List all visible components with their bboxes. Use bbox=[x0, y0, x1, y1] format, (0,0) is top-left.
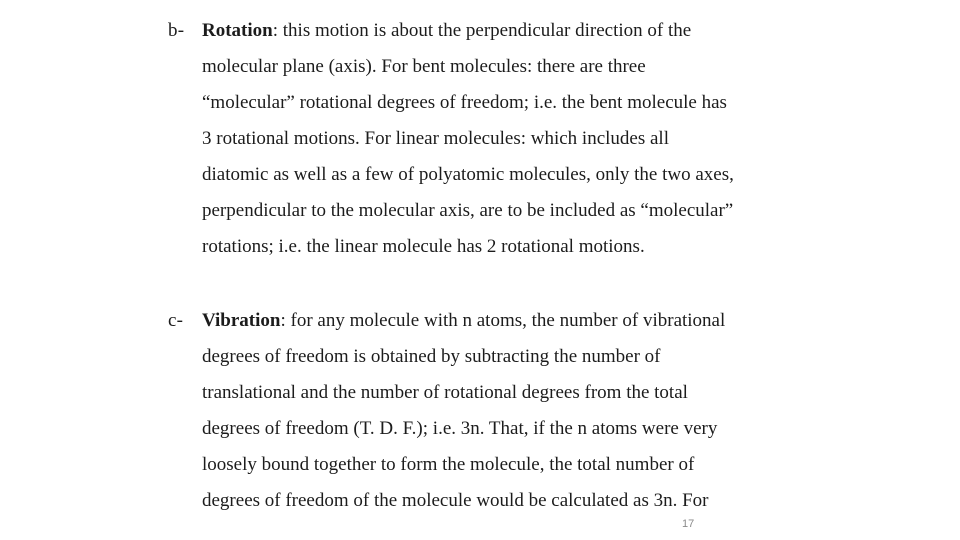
text-line: rotations; i.e. the linear molecule has 2 rotational motions. bbox=[202, 236, 645, 257]
text-line: degrees of freedom (T. D. F.); i.e. 3n. That, if the n atoms were very bbox=[202, 418, 718, 439]
text-line: 3 rotational motions. For linear molecules: which includes all bbox=[202, 128, 669, 149]
item-marker: b- bbox=[168, 20, 185, 41]
text-line: Rotation: this motion is about the perpendicular direction of the bbox=[202, 20, 692, 41]
text-line: Vibration: for any molecule with n atoms, the number of vibrational bbox=[202, 310, 726, 331]
text-line: degrees of freedom of the molecule would be calculated as 3n. For bbox=[202, 490, 709, 511]
text-line: diatomic as well as a few of polyatomic molecules, only the two axes, bbox=[202, 164, 734, 185]
page-number: 17 bbox=[682, 518, 695, 530]
text-line: “molecular” rotational degrees of freedom; i.e. the bent molecule has bbox=[202, 92, 727, 113]
item-heading: Vibration bbox=[202, 310, 281, 331]
text-line: degrees of freedom is obtained by subtracting the number of bbox=[202, 346, 661, 367]
item-heading: Rotation bbox=[202, 20, 273, 41]
item-marker: c- bbox=[168, 310, 184, 331]
text-line: loosely bound together to form the molecule, the total number of bbox=[202, 454, 695, 475]
text-line: translational and the number of rotational degrees from the total bbox=[202, 382, 688, 403]
text-line: perpendicular to the molecular axis, are to be included as “molecular” bbox=[202, 200, 734, 221]
text-line: molecular plane (axis). For bent molecules: there are three bbox=[202, 56, 646, 77]
